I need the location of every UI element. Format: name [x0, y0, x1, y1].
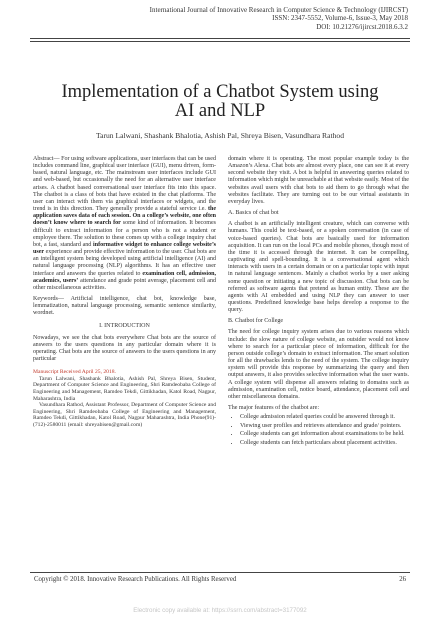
list-item: • College students can fetch particulars about placement activities. — [240, 440, 409, 447]
author-footnote — [33, 369, 216, 428]
abstract-bold-2: informative widget to enhance college website’s user — [33, 241, 216, 256]
page-number: 26 — [399, 576, 406, 583]
abstract-text-3: experience and provide effective information to the user. Chat bots are an intelligent system being developed using artificial intelligence (AI) and natural language processing (NLP) algorithms. It has an effective user interface and answers the queries related to — [33, 249, 216, 277]
right-column — [228, 156, 409, 449]
ssrn-watermark: Electronic copy available at: https://ssrn.com/abstract=3177092 — [133, 607, 307, 614]
college-paragraph: The need for college inquiry system arises due to various reasons which include: the slow nature of college website, an outsider would not know where to search for a particular piece of information, difficult for the person outside college’s domain to extract information. The smart solution for all the drawbacks lends to the need of the system. The college inquiry system will provide this response by summarizing the query and then output answers, it also provides selective information what the user wants. A college system will dispense all answers relating to domains such as admission, examination cell, notice board, attendance, placement cell and other miscellaneous domains. — [228, 329, 409, 400]
manuscript-received: Manuscript Received April 25, 2018. — [33, 369, 116, 376]
list-item: • Viewing user profiles and retrieves attendance and grade/ pointers. — [240, 423, 409, 430]
left-column — [33, 156, 216, 429]
abstract-text-2: some kind of information. It becomes difficult to extract information for a person who is not a student or employee there. The solution to these comes up with a college inquiry chat bot, a fast, standard and — [33, 220, 216, 248]
journal-issn: ISSN: 2347-5552, Volume-6, Issue-3, May 2018 — [272, 14, 408, 23]
intro-continued-paragraph: domain where it is operating. The most popular example today is the Amazon’s Alexa. Chat bots are almost every place, one can see it at every second website they visit. A bot is helpful in answering queries related to information which might be unreachable at that website easily. Most of the websites avail users with chat bots to aid them to go through what the websites facilitate. They are turning out to be our virtual assistants in everyday lives. — [228, 156, 409, 205]
journal-name: International Journal of Innovative Research in Computer Science & Technology (IJIRCST) — [149, 6, 408, 14]
copyright-notice: Copyright © 2018. Innovative Research Publications. All Rights Reserved — [34, 576, 237, 583]
abstract-text-1: For using software applications, user interfaces that can be used includes command line, graphical user interface (GUI), menu driven, form-based, natural language, etc. The mainstream user interfaces include GUI and web-based, but occasionally the need for an alternative user interface arises. A chatbot based conversational user interface fits into this space. The chatbot is a class of bots that have existed in the chat platforms. The user can interact with them via graphical interfaces or widgets, and the trend is in this direction. They generally provide a stateful service i.e. — [33, 156, 216, 213]
list-item: • College admission related queries could be answered through it. — [240, 414, 409, 421]
introduction-paragraph: Nowadays, we see the chat bots everywhere Chat bots are the source of answers to the users questions in any particular domain where it is operating. Chat bots are the source of answers to the users questions in any particular — [33, 334, 216, 363]
section-heading-introduction: I. INTRODUCTION — [99, 323, 150, 330]
features-list — [228, 414, 409, 447]
list-item: • College students can get information about examinations to be held. — [240, 431, 409, 438]
subsection-chatbot-for-college: B. Chatbot for College — [228, 318, 284, 325]
abstract-bold-1: the application saves data of each session. On a college’s website, one often doesn’t know where to search for — [33, 206, 216, 227]
header-rule-bottom — [30, 41, 410, 42]
abstract-bold-3: examination cell, admission, academics, users’ — [33, 270, 216, 284]
footnote-professor: Vasundhara Rathod, Assistant Professor, Department of Computer Science and Engineering, Shri Ramdeobaba College of Engineering and Management, Ramdeo Tekdi, Gittikhadan, Katol Road, Nagpur Maharashtra, India Phone(91)-(712)-2580011 (email: shreyabisen@gmail.com) — [33, 402, 216, 428]
abstract-label: Abstract— — [33, 156, 60, 162]
journal-header — [88, 6, 408, 31]
features-intro: The major features of the chatbot are: — [228, 405, 319, 411]
subsection-basics-of-chat-bot: A. Basics of chat bot — [228, 210, 279, 217]
keywords: Keywords— Artificial intelligence, chat bot, knowledge base, lemmatization, natural language processing, semantic sentence similarity, wordnet. — [33, 295, 216, 317]
abstract — [33, 156, 216, 292]
header-rule-top — [30, 38, 410, 39]
author-list: Tarun Lalwani, Shashank Bhalotia, Ashish Pal, Shreya Bisen, Vasundhara Rathod — [96, 131, 344, 140]
footnote-students: Tarun Lalwani, Shashank Bhalotia, Ashish Pal, Shreya Bisen, Student, Department of Computer Science and Engineering, Shri Ramdeobaba College of Engineering and Management, Ramdeo Tekdi, Gittikhadan, Katol Road, Nagpur, Maharashtra, India — [33, 375, 216, 402]
abstract-text-4: attendance and grade point average, placement cell and other miscellaneous activities. — [33, 277, 216, 291]
paper-title — [24, 83, 416, 121]
title-line-2: AI and NLP — [174, 101, 266, 121]
journal-doi: DOI: 10.21276/ijircst.2018.6.3.2 — [316, 22, 408, 31]
footer-rule — [30, 572, 410, 573]
title-line-1: Implementation of a Chatbot System using — [61, 82, 379, 102]
basics-paragraph: A chatbot is an artificially intelligent creature, which can converse with humans. This could be text-based, or a spoken conversation (in case of voice-based queries). Chat bots are basically used for information acquisition. It can run on the local PCs and mobile phones, though most of the time it is accessed through the internet. It can be compelling, captivating and spell-bounding. It is a conversational agent which interacts with users in a certain domain or on a particular topic with input in natural language sentences. Mainly a chatbot works by a user asking some question or initiating a new topic of discussion. Chat bots can be referred as software agents that pretend as human entity. These are the agents with AI embedded and using NLP they can answer to user questions. Predefined knowledge base helps develop a response to the query. — [228, 221, 409, 314]
